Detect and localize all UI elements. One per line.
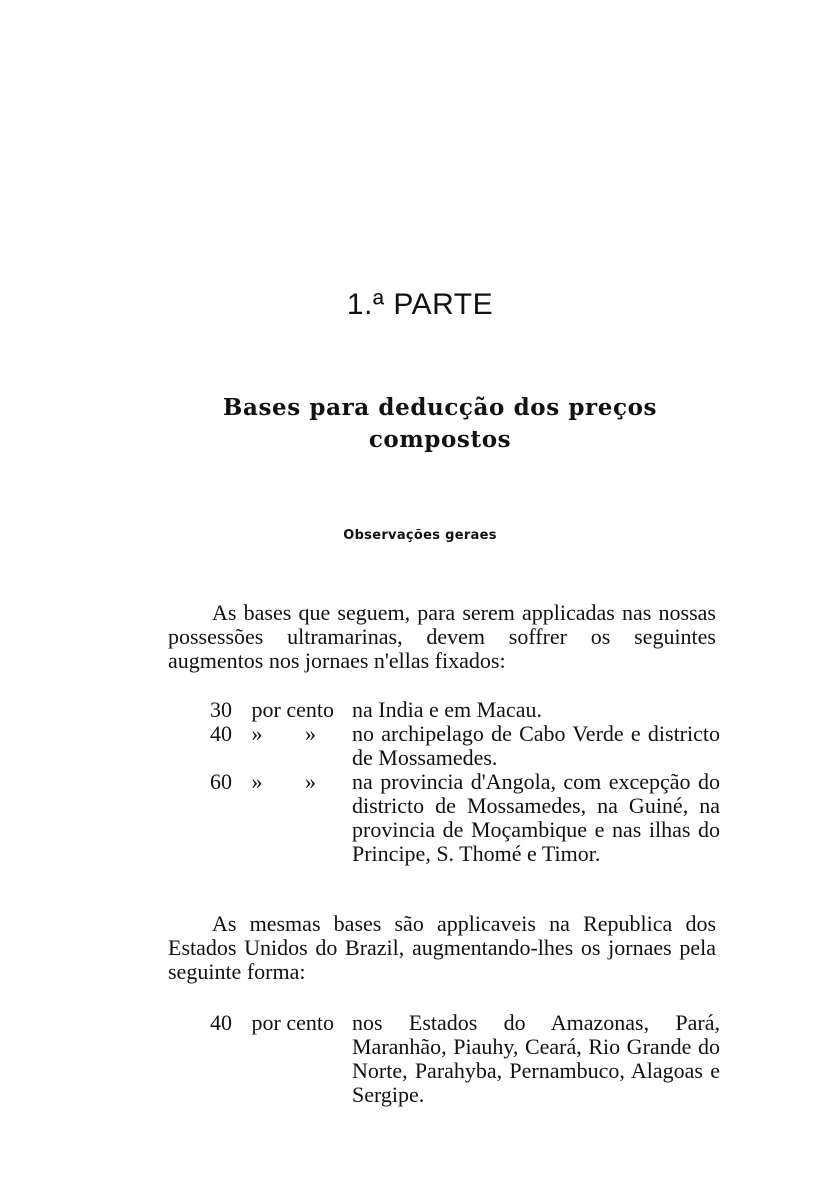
rate-number: 40 xyxy=(210,721,232,746)
rate-list-colonies xyxy=(210,698,720,866)
rate-list-brazil xyxy=(210,1011,720,1107)
rate-unit: » xyxy=(305,769,316,794)
rate-item xyxy=(210,722,720,770)
rate-description: na provincia d'Angola, com excepção do districto de Mossamedes, na Guiné, na provincia de Moçambique e nas ilhas do Principe, S. Thomé e Timor. xyxy=(352,769,720,866)
subsection-title: Observações geraes xyxy=(343,528,497,543)
rate-item xyxy=(210,698,720,722)
ditto-mark: » xyxy=(251,769,263,794)
rate-description: na India e em Macau. xyxy=(352,697,542,722)
brazil-paragraph-block xyxy=(168,912,716,984)
rate-unit: » xyxy=(305,721,316,746)
rate-number: 30 xyxy=(210,697,232,722)
rate-label xyxy=(210,1011,352,1107)
rate-description: nos Estados do Amazonas, Pará, Maranhão, Piauhy, Ceará, Rio Grande do Norte, Parahyba, Pernambuco, Alagoas e Sergipe. xyxy=(352,1010,720,1107)
intro-paragraph-block xyxy=(168,601,716,673)
intro-paragraph: As bases que seguem, para serem applicadas nas nossas possessões ultramarinas, devem soffrer os seguintes augmentos nos jornaes n'ellas fixados: xyxy=(168,600,716,673)
part-title: 1.ª PARTE xyxy=(346,288,494,321)
ditto-mark: » xyxy=(251,721,263,746)
section-title: Bases para deducção dos preços compostos xyxy=(222,394,658,453)
rate-description: no archipelago de Cabo Verde e districto de Mossamedes. xyxy=(352,721,720,770)
rate-number: 40 xyxy=(210,1010,232,1035)
brazil-paragraph: As mesmas bases são applicaveis na Republica dos Estados Unidos do Brazil, augmentando-lhes os jornaes pela seguinte forma: xyxy=(168,911,716,984)
rate-number: 60 xyxy=(210,769,232,794)
rate-label xyxy=(210,722,352,770)
rate-unit: por cento xyxy=(251,697,334,722)
rate-unit: por cento xyxy=(251,1010,334,1035)
rate-item xyxy=(210,770,720,866)
rate-label xyxy=(210,698,352,722)
rate-item xyxy=(210,1011,720,1107)
rate-label xyxy=(210,770,352,866)
